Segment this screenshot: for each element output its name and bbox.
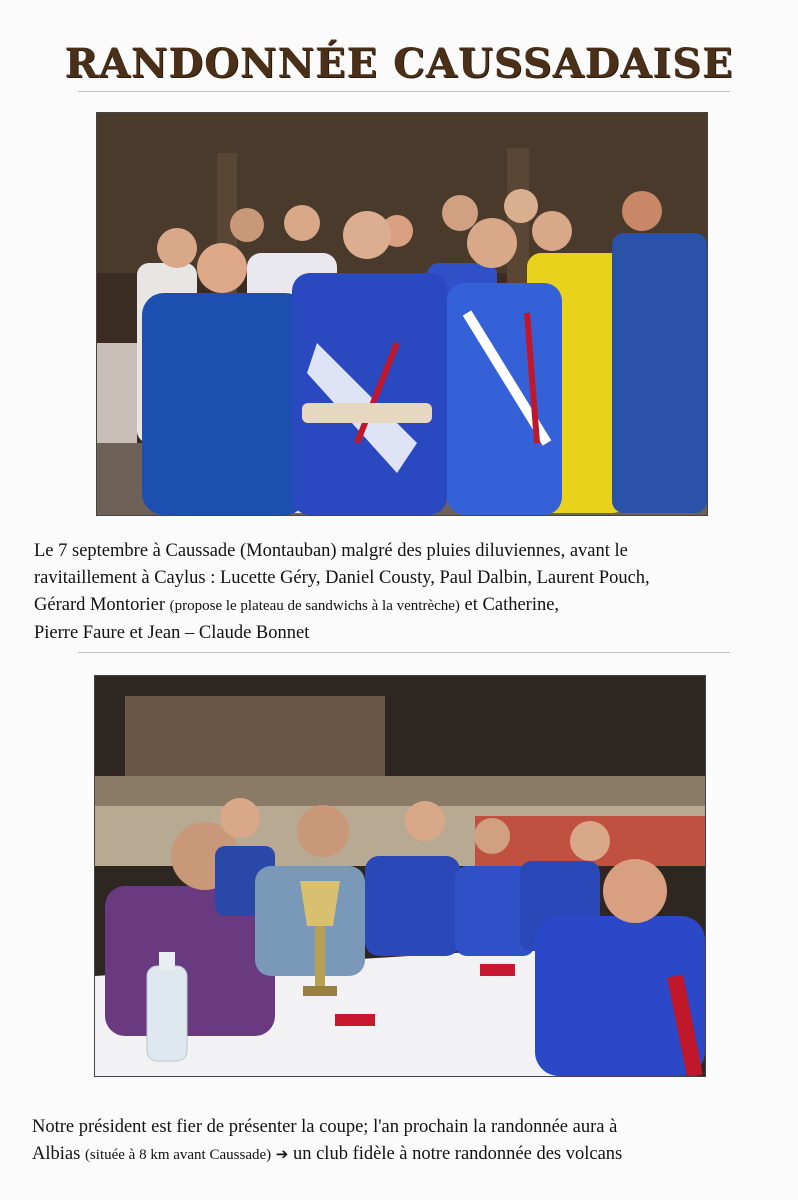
caption-photo1: [34, 538, 774, 647]
group-photo-illustration: [97, 113, 707, 515]
trophy-photo-illustration: [95, 676, 705, 1076]
caption-photo2: [32, 1114, 782, 1169]
caption-photo1-line4: Pierre Faure et Jean – Claude Bonnet: [34, 623, 310, 643]
section-divider: [78, 652, 730, 653]
caption-photo1-line1: Le 7 septembre à Caussade (Montauban) malgré des pluies diluviennes, avant le: [34, 541, 628, 561]
caption-photo1-line3-a: Gérard Montorier: [34, 595, 170, 615]
caption-photo1-line3-b: et Catherine,: [459, 595, 560, 615]
page-title: RANDONNÉE CAUSSADAISE: [64, 40, 734, 87]
trophy-photo-table: [94, 675, 706, 1077]
caption-photo2-line2-small: (située à 8 km avant Caussade): [84, 1147, 272, 1163]
caption-photo2-line1: Notre président est fier de présenter la coupe; l'an prochain la randonnée aura à: [32, 1117, 618, 1137]
caption-photo1-line2: ravitaillement à Caylus : Lucette Géry, Daniel Cousty, Paul Dalbin, Laurent Pouch,: [34, 568, 650, 588]
caption-photo2-line2-b: un club fidèle à notre randonnée des volcans: [288, 1144, 623, 1164]
group-photo-cyclists: [96, 112, 708, 516]
caption-photo2-line2-a: Albias: [32, 1144, 85, 1164]
caption-photo2-line2: [32, 1141, 782, 1169]
right-arrow-icon: ➔: [275, 1145, 289, 1163]
title-underline: [78, 91, 730, 92]
caption-photo1-line3-small: (propose le plateau de sandwichs à la ventrèche): [169, 598, 460, 614]
caption-photo1-line3: [34, 592, 774, 620]
